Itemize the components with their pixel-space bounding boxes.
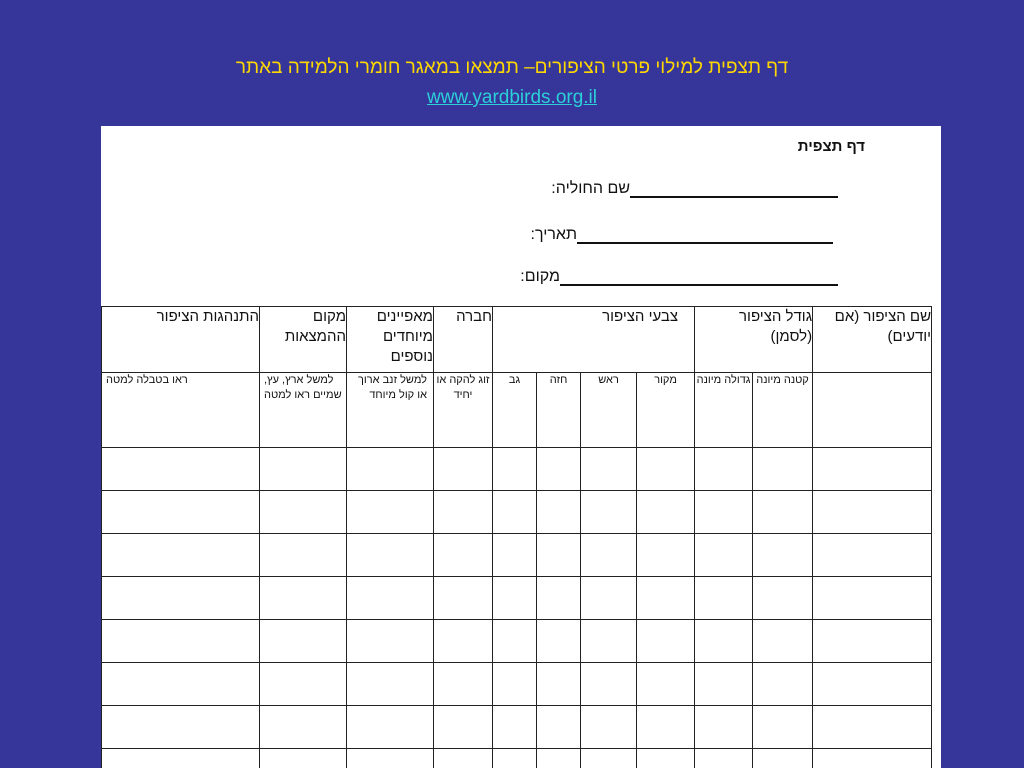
table-cell[interactable] [695,577,753,620]
entry-rows [102,448,932,768]
table-cell[interactable] [637,577,695,620]
table-row [102,620,932,663]
table-cell[interactable] [260,620,347,663]
table-cell[interactable] [537,620,581,663]
sheet-title: דף תצפית [797,138,865,155]
table-cell[interactable] [493,620,537,663]
color-beak-sub: מקור [637,373,695,448]
bird-colors-header: צבעי הציפור [493,307,695,373]
table-cell[interactable] [753,706,813,749]
table-cell[interactable] [102,749,260,768]
table-row [102,749,932,768]
table-cell[interactable] [102,620,260,663]
group-name-label: שם החוליה: [551,180,630,197]
table-cell[interactable] [260,491,347,534]
table-cell[interactable] [537,491,581,534]
table-cell[interactable] [434,448,493,491]
table-cell[interactable] [695,749,753,768]
color-head-sub: ראש [581,373,637,448]
table-cell[interactable] [753,577,813,620]
slide-title: דף תצפית למילוי פרטי הציפורים– תמצאו במאגר חומרי הלמידה באתר [235,57,789,78]
table-cell[interactable] [493,534,537,577]
table-cell[interactable] [434,663,493,706]
table-cell[interactable] [695,620,753,663]
place-field[interactable] [520,268,838,286]
table-cell[interactable] [637,663,695,706]
table-cell[interactable] [581,491,637,534]
behavior-header: התנהגות הציפור [102,307,260,373]
table-cell[interactable] [813,577,932,620]
special-features-header: מאפיינים מיוחדים נוספים [347,307,434,373]
table-row [102,448,932,491]
color-back-sub: גב [493,373,537,448]
table-row [102,663,932,706]
group-name-field[interactable] [551,180,838,198]
table-cell[interactable] [347,534,434,577]
table-cell[interactable] [102,706,260,749]
table-cell[interactable] [102,663,260,706]
table-cell[interactable] [260,706,347,749]
table-cell[interactable] [493,577,537,620]
location-sub: למשל ארץ, עץ, שמיים ראו למטה [260,373,347,448]
table-cell[interactable] [637,448,695,491]
table-cell[interactable] [434,491,493,534]
behavior-sub: ראו בטבלה למטה [102,373,260,448]
group-name-line[interactable] [630,182,838,198]
table-cell[interactable] [260,448,347,491]
table-cell[interactable] [581,534,637,577]
table-cell[interactable] [537,663,581,706]
table-cell[interactable] [434,749,493,768]
table-row [102,577,932,620]
date-field[interactable] [531,226,833,244]
table-cell[interactable] [493,491,537,534]
table-cell[interactable] [102,491,260,534]
table-row [102,534,932,577]
table-cell[interactable] [695,706,753,749]
table-cell[interactable] [434,577,493,620]
table-cell[interactable] [753,448,813,491]
table-cell[interactable] [753,620,813,663]
table-cell[interactable] [695,448,753,491]
website-link[interactable]: www.yardbirds.org.il [427,87,597,108]
bird-name-header: שם הציפור (אם יודעים) [813,307,932,373]
table-cell[interactable] [102,534,260,577]
table-cell[interactable] [753,491,813,534]
table-cell[interactable] [493,448,537,491]
table-row [102,706,932,749]
table-cell[interactable] [493,706,537,749]
table-cell[interactable] [260,663,347,706]
table-cell[interactable] [434,534,493,577]
location-header: מקום ההמצאות [260,307,347,373]
table-cell[interactable] [537,448,581,491]
table-cell[interactable] [102,577,260,620]
table-cell[interactable] [493,663,537,706]
table-cell[interactable] [347,706,434,749]
observation-sheet [101,126,941,768]
table-cell[interactable] [260,577,347,620]
table-cell[interactable] [537,749,581,768]
place-line[interactable] [560,270,838,286]
table-cell[interactable] [537,534,581,577]
table-cell[interactable] [753,749,813,768]
table-cell[interactable] [637,706,695,749]
table-cell[interactable] [347,749,434,768]
table-cell[interactable] [581,448,637,491]
table-cell[interactable] [637,620,695,663]
table-cell[interactable] [493,749,537,768]
size-small-sub: קטנה מיונה [753,373,813,448]
table-cell[interactable] [102,448,260,491]
table-cell[interactable] [695,491,753,534]
table-cell[interactable] [753,663,813,706]
table-cell[interactable] [695,663,753,706]
table-cell[interactable] [581,706,637,749]
table-cell[interactable] [347,448,434,491]
table-cell[interactable] [637,534,695,577]
table-cell[interactable] [813,491,932,534]
place-label: מקום: [520,268,560,285]
table-cell[interactable] [581,577,637,620]
table-cell[interactable] [581,663,637,706]
table-cell[interactable] [260,749,347,768]
table-cell[interactable] [347,620,434,663]
date-line[interactable] [577,228,833,244]
table-cell[interactable] [637,749,695,768]
table-cell[interactable] [347,577,434,620]
table-cell[interactable] [537,577,581,620]
size-large-sub: גדולה מיונה [695,373,753,448]
table-cell[interactable] [434,706,493,749]
date-label: תאריך: [530,226,577,243]
table-cell[interactable] [813,534,932,577]
color-chest-sub: חזה [537,373,581,448]
table-row [102,491,932,534]
table-cell[interactable] [434,620,493,663]
table-cell[interactable] [813,448,932,491]
table-cell[interactable] [581,749,637,768]
table-cell[interactable] [813,620,932,663]
table-cell[interactable] [695,534,753,577]
company-sub: זוג להקה או יחיד [434,373,493,448]
table-cell[interactable] [813,663,932,706]
observation-table [101,306,932,768]
table-cell[interactable] [581,620,637,663]
special-features-sub: למשל זנב ארוך או קול מיוחד [347,373,434,448]
subheader-row [102,373,932,448]
table-cell[interactable] [347,663,434,706]
header-row [102,307,932,373]
table-cell[interactable] [753,534,813,577]
table-cell[interactable] [260,534,347,577]
table-cell[interactable] [813,706,932,749]
table-cell[interactable] [537,706,581,749]
bird-name-sub [813,373,932,448]
table-cell[interactable] [813,749,932,768]
bird-size-header: גודל הציפור (לסמן) [695,307,813,373]
table-cell[interactable] [347,491,434,534]
company-header: חברה [434,307,493,373]
table-cell[interactable] [637,491,695,534]
